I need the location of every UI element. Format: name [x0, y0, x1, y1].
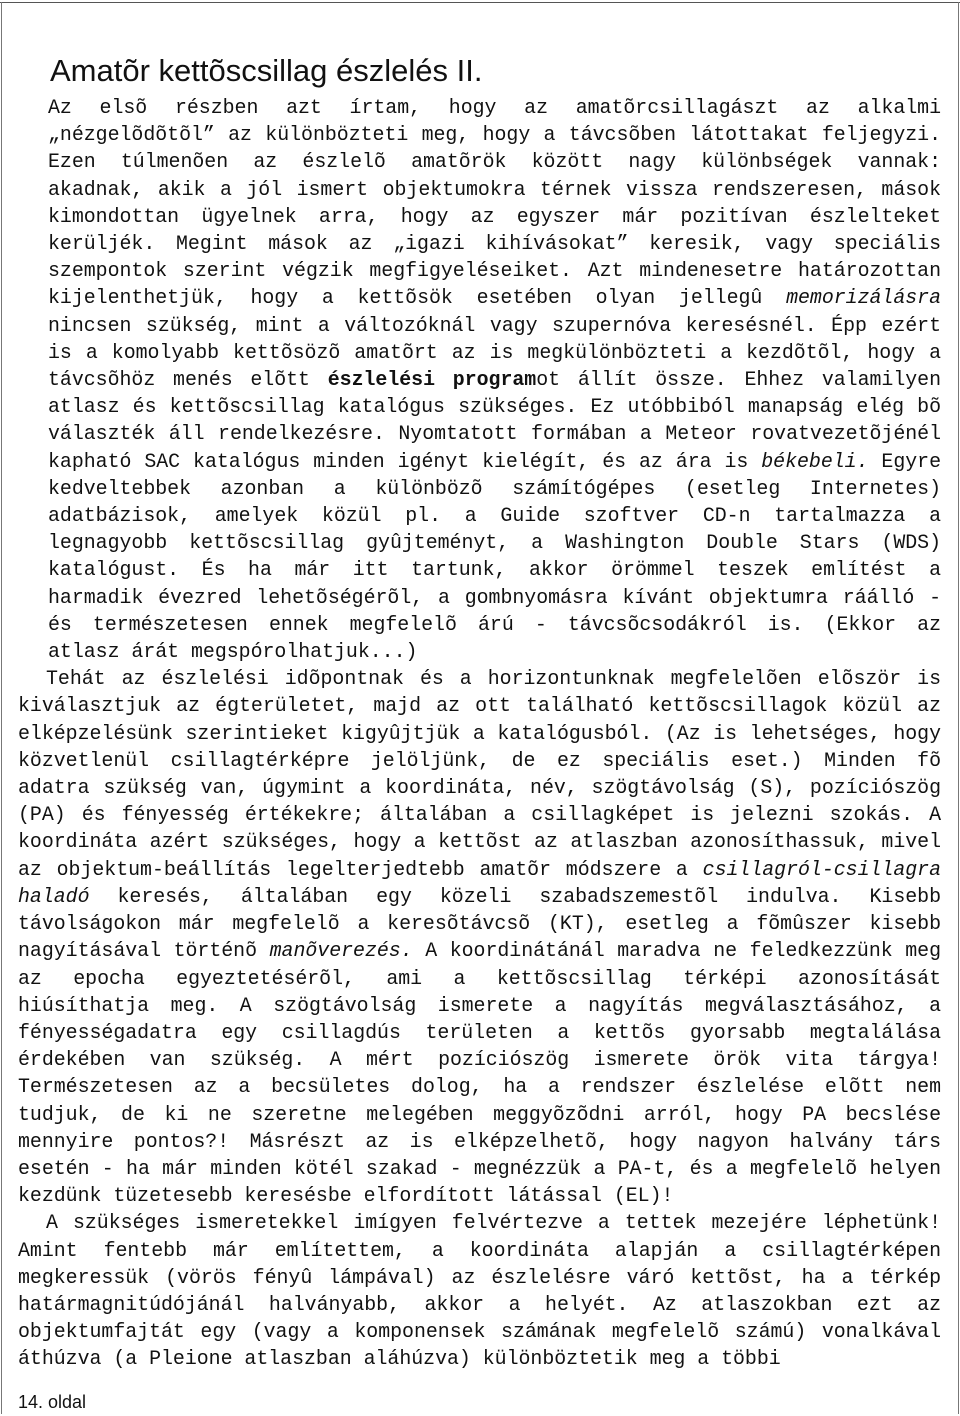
- paragraph-1: [18, 94, 941, 665]
- paragraph-1-text-b: nincsen szükség, mint a változóknál vagy szupernóva keresésnél. Épp ezért is a komolyabb kettõsözõ amatõrt az is megkülönbözteti a kezdõtõl, hogy a távcsõhöz menés elõtt: [48, 313, 941, 392]
- paragraph-2: [18, 665, 941, 1209]
- paragraph-2-italic-manoverezes: manõverezés.: [269, 939, 413, 963]
- paragraph-2-text-b: keresés, általában egy közeli szabadszemestõl indulva. Kisebb távolságokon már megfelelõ a keresõtávcsõ (KT), esetleg a fõmûszer kisebb nagyításával történõ: [18, 884, 941, 963]
- paragraph-3: [18, 1209, 941, 1372]
- paragraph-2-text-a: Tehát az észlelési idõpontnak és a horizontunknak megfelelõen elõször is kiválasztjuk az égterületet, majd az ott található kettõscsillagok közül az elképzelésünk szerintieket kigyûjtjük a katalógusból. (Az is lehetséges, hogy közvetlenül csillagtérképre jelöljünk, de ez speciális eset.) Minden fõ adatra szükség van, úgymint a koordináta, név, szögtávolság (S), pozíciószög (PA) és fényesség értékekre; általában a csillagképet is jelezni szokás. A koordináta azért szükséges, hogy a kettõst az atlaszban azonosíthassuk, mivel az objektum-beállítás legelterjedtebb amatõr módszere a: [18, 667, 941, 881]
- paragraph-2-text-c: A koordinátánál maradva ne feledkezzünk meg az epocha egyeztetésérõl, ami a kettõscsillag térképi azonosítását hiúsíthatja meg. A szögtávolság ismerete a nagyítás megválasztásához, a fényességadatra egy csillagdús területen a kettõs gyorsabb megtalálása érdekében van szükség. A mért pozíciószög ismerete örök vita tárgya! Természetesen az a becsületes dolog, ha a rendszer észlelése elõtt nem tudjuk, de ki ne szeretne melegében meggyõzõdni arról, hogy PA becslése mennyire pontos?! Másrészt az is elképzelhetõ, hogy nagyon halvány társ esetén - ha már minden kötél szakad - megnézzük a PA-t, és a megfelelõ helyen kezdünk tüzetesebb keresésbe elfordított látással (EL)!: [18, 939, 941, 1208]
- document-page: [18, 48, 941, 1373]
- paragraph-1-text-c: ot állít össze. Ehhez valamilyen atlasz és kettõscsillag katalógus szükséges. Ez utóbbiból manapság elég bõ választék áll rendelkezésre. Nyomtatott formában a Meteor rovatvezetõjénél kapható SAC katalógus minden igényt kielégít, és az ára is: [48, 368, 942, 473]
- page-border-right: [958, 2, 959, 1414]
- page-border-left: [1, 2, 2, 1414]
- page-border-top: [0, 2, 960, 3]
- paragraph-1-italic-memorizalas: memorizálásra: [786, 286, 941, 310]
- paragraph-2-italic-csillagrol-csillagra: csillagról-csillagra haladó: [18, 857, 941, 908]
- article-title: Amatõr kettõscsillag észlelés II.: [50, 53, 483, 88]
- page-number: 14. oldal: [18, 1392, 87, 1412]
- article-body: [18, 94, 941, 1373]
- paragraph-1-italic-bekebeli: békebeli.: [761, 449, 869, 473]
- paragraph-1-text-a: Az elsõ részben azt írtam, hogy az amatõrcsillagászt az alkalmi „nézgelõdõtõl” az különbözteti meg, hogy a távcsõben látottakat feljegyzi. Ezen túlmenõen az észlelõ amatõrök között nagy különbségek vannak: akadnak, akik a jól ismert objektumokra térnek vissza rendszeresen, mások kimondottan ügyelnek arra, hogy az egyszer már pozitívan észlelteket kerüljék. Megint mások az „igazi kihívásokat” keresik, vagy speciális szempontok szerint végzik megfigyeléseiket. Azt mindenesetre határozottan kijelenthetjük, hogy a kettõsök esetében olyan jellegû: [48, 96, 941, 310]
- paragraph-1-text-d: Egyre kedveltebbek azonban a különbözõ számítógépes (esetleg Internetes) adatbázisok, amelyek közül pl. a Guide szoftver CD-n tartalmazza a legnagyobb kettõscsillag gyûjteményt, a Washington Double Stars (WDS) katalógust. És ha már itt tartunk, akkor örömmel teszek említést a harmadik évezred lehetõségérõl, a gombnyomásra kívánt objektumra ráálló - és természetesen ennek megfelelõ árú - távcsõcsodákról is. (Ekkor az atlasz árát megspórolhatjuk...): [48, 449, 941, 664]
- paragraph-3-text: A szükséges ismeretekkel imígyen felvértezve a tettek mezejére léphetünk! Amint fentebb már említettem, a koordináta alapján a csillagtérképen megkeressük (vörös fényû lámpával) az észlelésre váró kettõst, ha a térkép határmagnitúdójánál halványabb, akkor a helyét. Az atlaszokban ezt az objektumfajtát egy (vagy a komponensek számának megfelelõ számú) vonalkával áthúzva (a Pleione atlaszban aláhúzva) különböztetik meg a többi: [18, 1211, 941, 1371]
- paragraph-1-bold-eszlelesi-program: észlelési program: [327, 368, 537, 392]
